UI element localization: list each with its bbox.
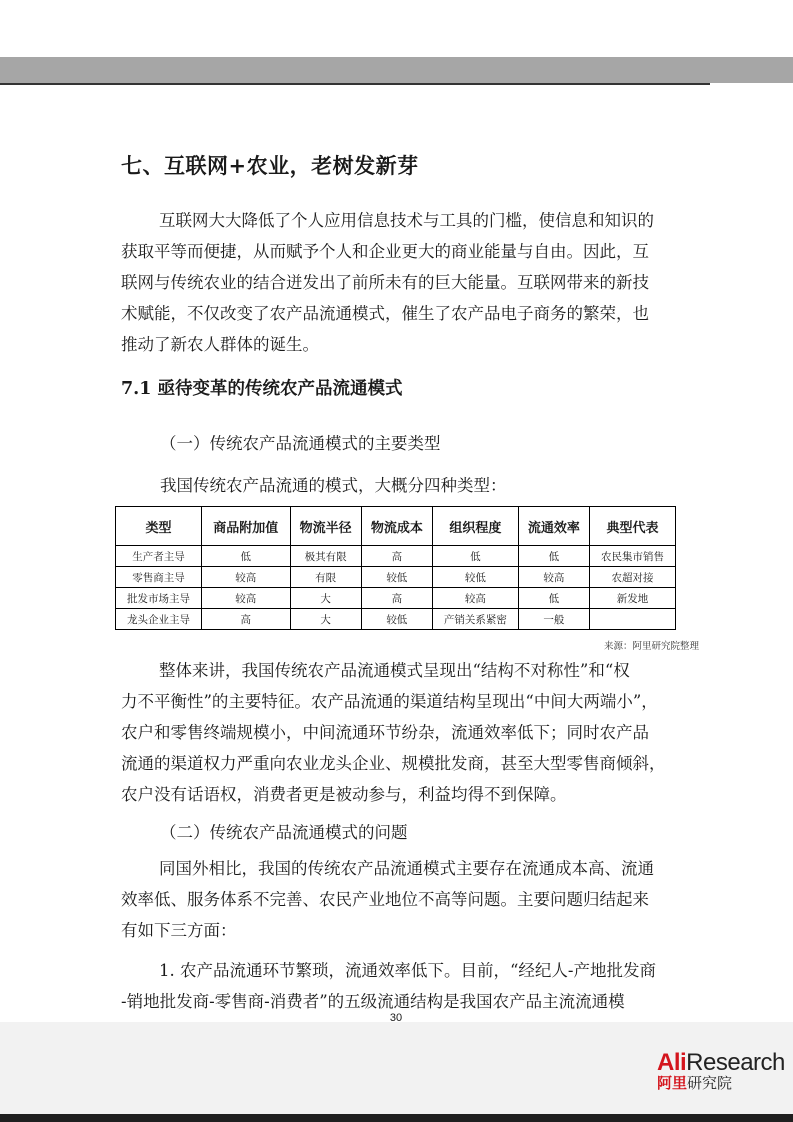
table-header-cell: 商品附加值 [201, 507, 290, 546]
table-cell: 高 [361, 588, 432, 609]
table-header-row [116, 507, 676, 546]
section-title: 七、互联网+农业，老树发新芽 [121, 153, 419, 178]
problems-line: 有如下三方面： [121, 921, 237, 940]
table-header-cell: 组织程度 [432, 507, 518, 546]
logo-cn-dark: 研究院 [687, 1075, 733, 1092]
table-cell: 大 [290, 588, 361, 609]
table-cell [590, 609, 676, 630]
logo-research: Research [686, 1049, 785, 1076]
table-cell: 批发市场主导 [116, 588, 202, 609]
table-cell: 有限 [290, 567, 361, 588]
table-cell: 极其有限 [290, 546, 361, 567]
table-cell: 农民集市销售 [590, 546, 676, 567]
table-cell: 高 [361, 546, 432, 567]
table-row [116, 609, 676, 630]
summary-line: 农户没有话语权，消费者更是被动参与，利益均得不到保障。 [121, 785, 567, 804]
table-cell: 较低 [361, 609, 432, 630]
table-cell: 较高 [201, 588, 290, 609]
table-cell: 龙头企业主导 [116, 609, 202, 630]
table-cell: 低 [432, 546, 518, 567]
intro-paragraph [121, 205, 711, 360]
table-cell: 较低 [361, 567, 432, 588]
table-cell: 较低 [432, 567, 518, 588]
table-cell: 低 [518, 546, 589, 567]
table-cell: 较高 [518, 567, 589, 588]
intro-line: 推动了新农人群体的诞生。 [121, 335, 319, 354]
intro-line: 术赋能，不仅改变了农产品流通模式，催生了农产品电子商务的繁荣，也 [121, 304, 649, 323]
table-header-cell: 物流半径 [290, 507, 361, 546]
problems-paragraph [121, 853, 711, 946]
table-cell: 新发地 [590, 588, 676, 609]
table-cell: 较高 [201, 567, 290, 588]
header-band [0, 57, 793, 83]
table-row [116, 588, 676, 609]
table-cell: 生产者主导 [116, 546, 202, 567]
footer-bar [0, 1114, 793, 1122]
table-row [116, 546, 676, 567]
summary-line: 力不平衡性”的主要特征。农产品流通的渠道结构呈现出“中间大两端小”， [121, 692, 658, 711]
distribution-types-table [115, 506, 676, 630]
sub2-title: （二）传统农产品流通模式的问题 [160, 823, 408, 842]
table-cell: 大 [290, 609, 361, 630]
table-header-cell: 典型代表 [590, 507, 676, 546]
subsection-title: 7.1 亟待变革的传统农产品流通模式 [121, 379, 403, 399]
summary-line: 农户和零售终端规模小，中间流通环节纷杂，流通效率低下；同时农产品 [121, 723, 649, 742]
summary-line: 整体来讲，我国传统农产品流通模式呈现出“结构不对称性”和“权 [159, 661, 630, 680]
table-cell: 农超对接 [590, 567, 676, 588]
table-source-note: 来源：阿里研究院整理 [604, 641, 700, 652]
problems-line: 效率低、服务体系不完善、农民产业地位不高等问题。主要问题归结起来 [121, 890, 649, 909]
summary-paragraph [121, 655, 711, 810]
table-cell: 零售商主导 [116, 567, 202, 588]
table-header-cell: 物流成本 [361, 507, 432, 546]
table-cell: 产销关系紧密 [432, 609, 518, 630]
table-header-cell: 类型 [116, 507, 202, 546]
logo-wordmark [657, 1051, 793, 1075]
logo-ali: Ali [657, 1049, 687, 1076]
logo-chinese [657, 1075, 793, 1093]
logo-cn-red: 阿里 [657, 1075, 688, 1092]
header-rule [0, 83, 710, 85]
intro-line: 获取平等而便捷，从而赋予个人和企业更大的商业能量与自由。因此，互 [121, 242, 649, 261]
problems-line: 同国外相比，我国的传统农产品流通模式主要存在流通成本高、流通 [159, 859, 654, 878]
page-number: 30 [389, 1012, 403, 1024]
point1-line: -销地批发商-零售商-消费者”的五级流通结构是我国农产品主流流通模 [121, 992, 625, 1011]
table-cell: 高 [201, 609, 290, 630]
point1-line: 1. 农产品流通环节繁琐，流通效率低下。目前，“经纪人-产地批发商 [159, 961, 656, 980]
aliresearch-logo [657, 1051, 793, 1093]
table-cell: 低 [518, 588, 589, 609]
sub1-title: （一）传统农产品流通模式的主要类型 [160, 434, 441, 453]
intro-line: 互联网大大降低了个人应用信息技术与工具的门槛，使信息和知识的 [159, 211, 654, 230]
summary-line: 流通的渠道权力严重向农业龙头企业、规模批发商，甚至大型零售商倾斜， [121, 754, 666, 773]
table-row [116, 567, 676, 588]
table-header-cell: 流通效率 [518, 507, 589, 546]
table-cell: 一般 [518, 609, 589, 630]
table-cell: 低 [201, 546, 290, 567]
table-cell: 较高 [432, 588, 518, 609]
sub1-intro: 我国传统农产品流通的模式，大概分四种类型： [160, 476, 507, 495]
intro-line: 联网与传统农业的结合迸发出了前所未有的巨大能量。互联网带来的新技 [121, 273, 649, 292]
point1-paragraph [121, 955, 711, 1017]
